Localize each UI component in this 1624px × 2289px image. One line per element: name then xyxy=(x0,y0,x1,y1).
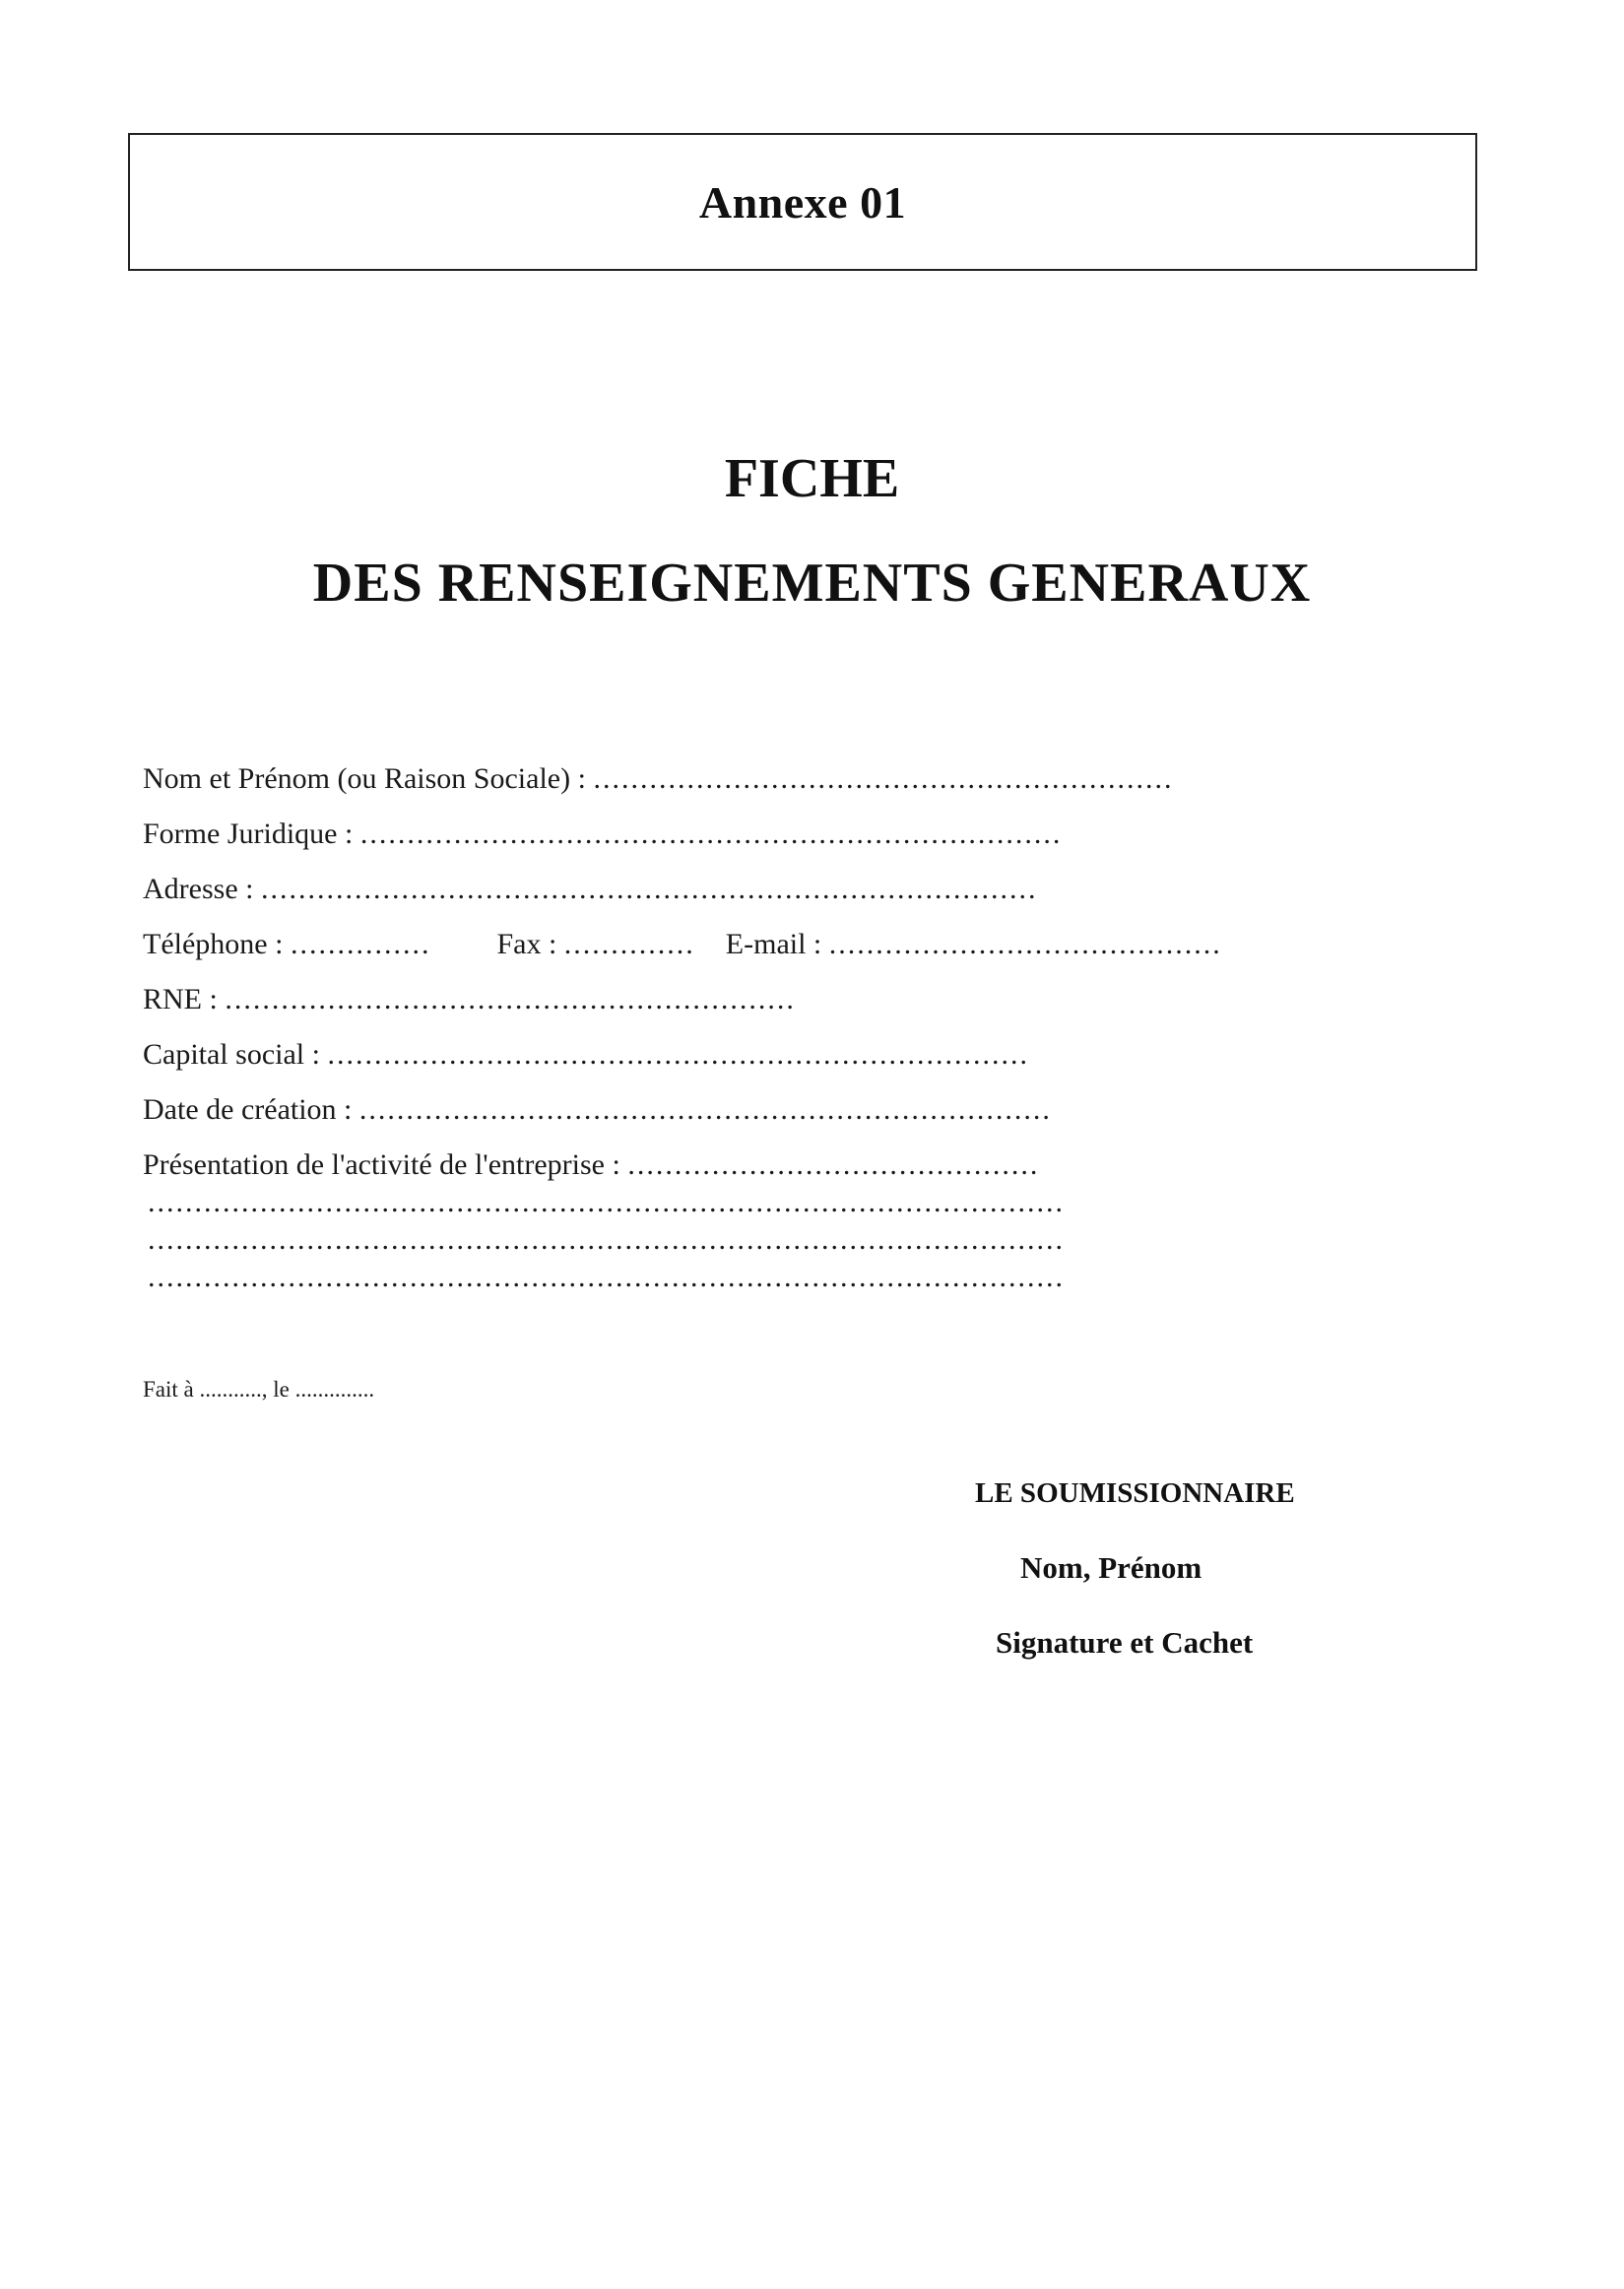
place-date-line: Fait à ..........., le .............. xyxy=(143,1377,375,1402)
field-presentation-blank: ............................................ xyxy=(627,1148,1040,1181)
field-telephone-label: Téléphone : xyxy=(143,928,284,960)
field-nom-prenom xyxy=(143,764,1173,794)
field-email-label: E-mail : xyxy=(725,928,822,960)
presentation-blank-line-1: .................................................................................................. xyxy=(148,1186,1065,1218)
field-email-blank: .......................................... xyxy=(828,928,1222,960)
field-capital-social-blank: ........................................................................... xyxy=(327,1038,1029,1071)
soumissionnaire-label: LE SOUMISSIONNAIRE xyxy=(975,1477,1295,1509)
field-date-creation xyxy=(143,1095,1052,1125)
signature-cachet-label: Signature et Cachet xyxy=(996,1625,1254,1660)
field-rne xyxy=(143,985,796,1014)
document-title-line-1: FICHE xyxy=(724,448,900,509)
presentation-blank-line-2: .................................................................................................. xyxy=(148,1223,1065,1256)
field-forme-juridique-label: Forme Juridique : xyxy=(143,818,354,850)
field-adresse-label: Adresse : xyxy=(143,873,254,905)
field-adresse-blank: ................................................................................... xyxy=(260,873,1038,905)
field-rne-blank: ............................................................. xyxy=(225,983,796,1015)
field-contact xyxy=(143,930,1222,959)
field-date-creation-label: Date de création : xyxy=(143,1093,353,1126)
annex-header-box xyxy=(128,133,1477,271)
field-nom-prenom-label: Nom et Prénom (ou Raison Sociale) : xyxy=(143,762,586,795)
field-presentation-activite xyxy=(143,1150,1039,1180)
field-rne-label: RNE : xyxy=(143,983,218,1015)
field-date-creation-blank: .......................................................................... xyxy=(358,1093,1052,1126)
field-capital-social xyxy=(143,1040,1029,1070)
nom-prenom-label: Nom, Prénom xyxy=(1020,1550,1202,1585)
field-presentation-label: Présentation de l'activité de l'entreprise : xyxy=(143,1148,620,1181)
annex-title: Annexe 01 xyxy=(698,176,907,228)
document-title-line-2: DES RENSEIGNEMENTS GENERAUX xyxy=(312,553,1312,614)
field-capital-social-label: Capital social : xyxy=(143,1038,320,1071)
presentation-blank-line-3: .................................................................................................. xyxy=(148,1261,1065,1293)
field-adresse xyxy=(143,875,1037,904)
field-nom-prenom-blank: .............................................................. xyxy=(593,762,1174,795)
field-forme-juridique-blank: ........................................................................... xyxy=(359,818,1063,850)
field-forme-juridique xyxy=(143,819,1062,849)
field-fax-label: Fax : xyxy=(496,928,557,960)
field-telephone-blank: ............... xyxy=(290,928,431,960)
field-fax-blank: .............. xyxy=(563,928,695,960)
